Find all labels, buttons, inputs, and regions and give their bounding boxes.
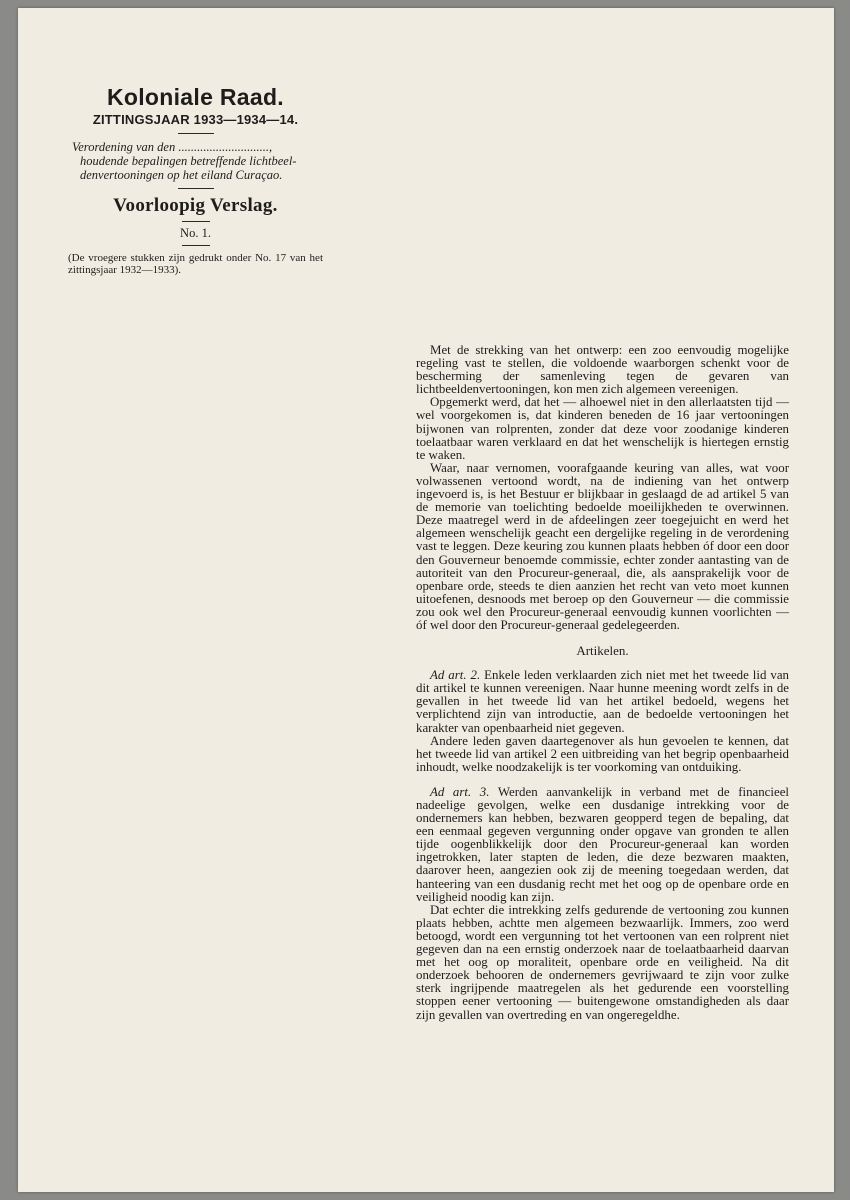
paragraph: Andere leden gaven daartegenover als hun gevoelen te kennen, dat het tweede lid van artikel 2 een uitbreiding van het begrip openbaarheid inhoudt, welke noodzakelijk is ter voorkoming van ontduiking. [416, 733, 789, 774]
document-number: No. 1. [180, 226, 211, 240]
divider [182, 221, 210, 222]
paragraph: Met de strekking van het ontwerp: een zoo eenvoudig mogelijke regeling vast te stellen, die voldoende waarborgen schenkt voor de bescherming der samenleving tegen de gevaren van lichtbeeldenvertooningen, kon men zich algemeen vereenigen. [416, 343, 789, 397]
article-3-paragraph [416, 786, 789, 904]
article-label: Ad art. 2. [430, 668, 481, 683]
council-title: Koloniale Raad. [106, 84, 285, 110]
document-header [68, 84, 323, 276]
document-page [18, 8, 834, 1192]
report-body [416, 344, 789, 1022]
paragraph: Waar, naar vernomen, voorafgaande keuring van alles, wat voor volwassenen vertoond wordt, na de indiening van het ontwerp ingevoerd is, is het Bestuur er blijkbaar in geslaagd de ad artikel 5 van de memorie van toelichting bedoelde moeilijkheden te overwinnen. Deze maatregel werd in de afdeelingen zeer toegejuicht en werd het algemeen wenschelijk geacht een dergelijke regeling in de verordening vast te leggen. Deze keuring zou kunnen plaats hebben óf door een door den Gouverneur benoemde commissie, echter zonder aantasting van de autoriteit van den Procureur-generaal, die, als aansprakelijk voor de openbare orde, steeds te dien aanzien het recht van veto moet kunnen uitoefenen, desnoods met beroep op den Gouverneur — die commissie zou ook wel den Procureur-generaal eenvoudig kunnen voorlichten — óf wel door den Procureur-generaal gedelegeerden. [416, 460, 789, 632]
ordinance-title [68, 140, 323, 182]
ordinance-line: houdende bepalingen betreffende lichtbeel- [80, 154, 297, 168]
previous-documents-note: (De vroegere stukken zijn gedrukt onder No. 17 van het zittingsjaar 1932—1933). [68, 252, 323, 276]
divider [178, 133, 214, 134]
paragraph-text: Werden aanvankelijk in verband met de financieel nadeelige gevolgen, welke een dusdanige intrekking voor de ondernemers kan hebben, bezwaren geopperd tegen de bepaling, dat een eenmaal gegeven vergunning onder opgave van gronden te allen tijde oogenblikkelijk door den Procureur-generaal kan worden ingetrokken, later stapten de leden, die deze bezwaren maakten, daarover heen, aangezien ook zij de meening toegedaan werden, dat hanteering van een dusdanig recht met het oog op de openbare orde en veiligheid noodig kan zijn. [416, 784, 790, 904]
paragraph-text: Enkele leden verklaarden zich niet met het tweede lid van dit artikel te kunnen vereenigen. Naar hunne meening wordt zelfs in de gevallen in het tweede lid van het artikel bedoeld, wegens het verplichtend zijn van introductie, aan de bedoelde vertooningen het karakter van openbaarheid niet gegeven. [416, 668, 789, 735]
paragraph: Dat echter die intrekking zelfs gedurende de vertooning zou kunnen plaats hebben, achtte men algemeen bezwaarlijk. Immers, zoo werd betoogd, wordt een vergunning tot het vertoonen van een rolprent niet gegeven dan na een ernstig onderzoek naar de toelaatbaarheid daarvan met het oog op moraliteit, openbare orde en veiligheid. Na dit onderzoek behooren de ondernemers gevrijwaard te zijn voor zulke sterk ingrijpende maatregelen als het gedurende een voorstelling stoppen eener vertooning — buitengewone omstandigheden als daar zijn gevallen van overtreding en van ongeregeldhe. [416, 902, 789, 1022]
divider [182, 245, 210, 246]
divider [178, 188, 214, 189]
ordinance-line: Verordening van den ............................., [72, 140, 273, 154]
section-heading: Artikelen. [576, 643, 629, 659]
paragraph: Opgemerkt werd, dat het — alhoewel niet in den allerlaatsten tijd — wel voorgekomen is, dat kinderen beneden de 16 jaar vertooningen bijwonen van rolprenten, zonder dat deze voor zoodanige kinderen toelaatbaar waren verklaard en dat het wenschelijk is hiertegen ernstig te waken. [416, 395, 789, 462]
session-year: ZITTINGSJAAR 1933—1934—14. [92, 112, 299, 127]
ordinance-line: denvertooningen op het eiland Curaçao. [80, 168, 283, 182]
article-label: Ad art. 3. [430, 784, 490, 799]
article-2-paragraph [416, 669, 789, 734]
report-title: Voorloopig Verslag. [113, 195, 278, 216]
